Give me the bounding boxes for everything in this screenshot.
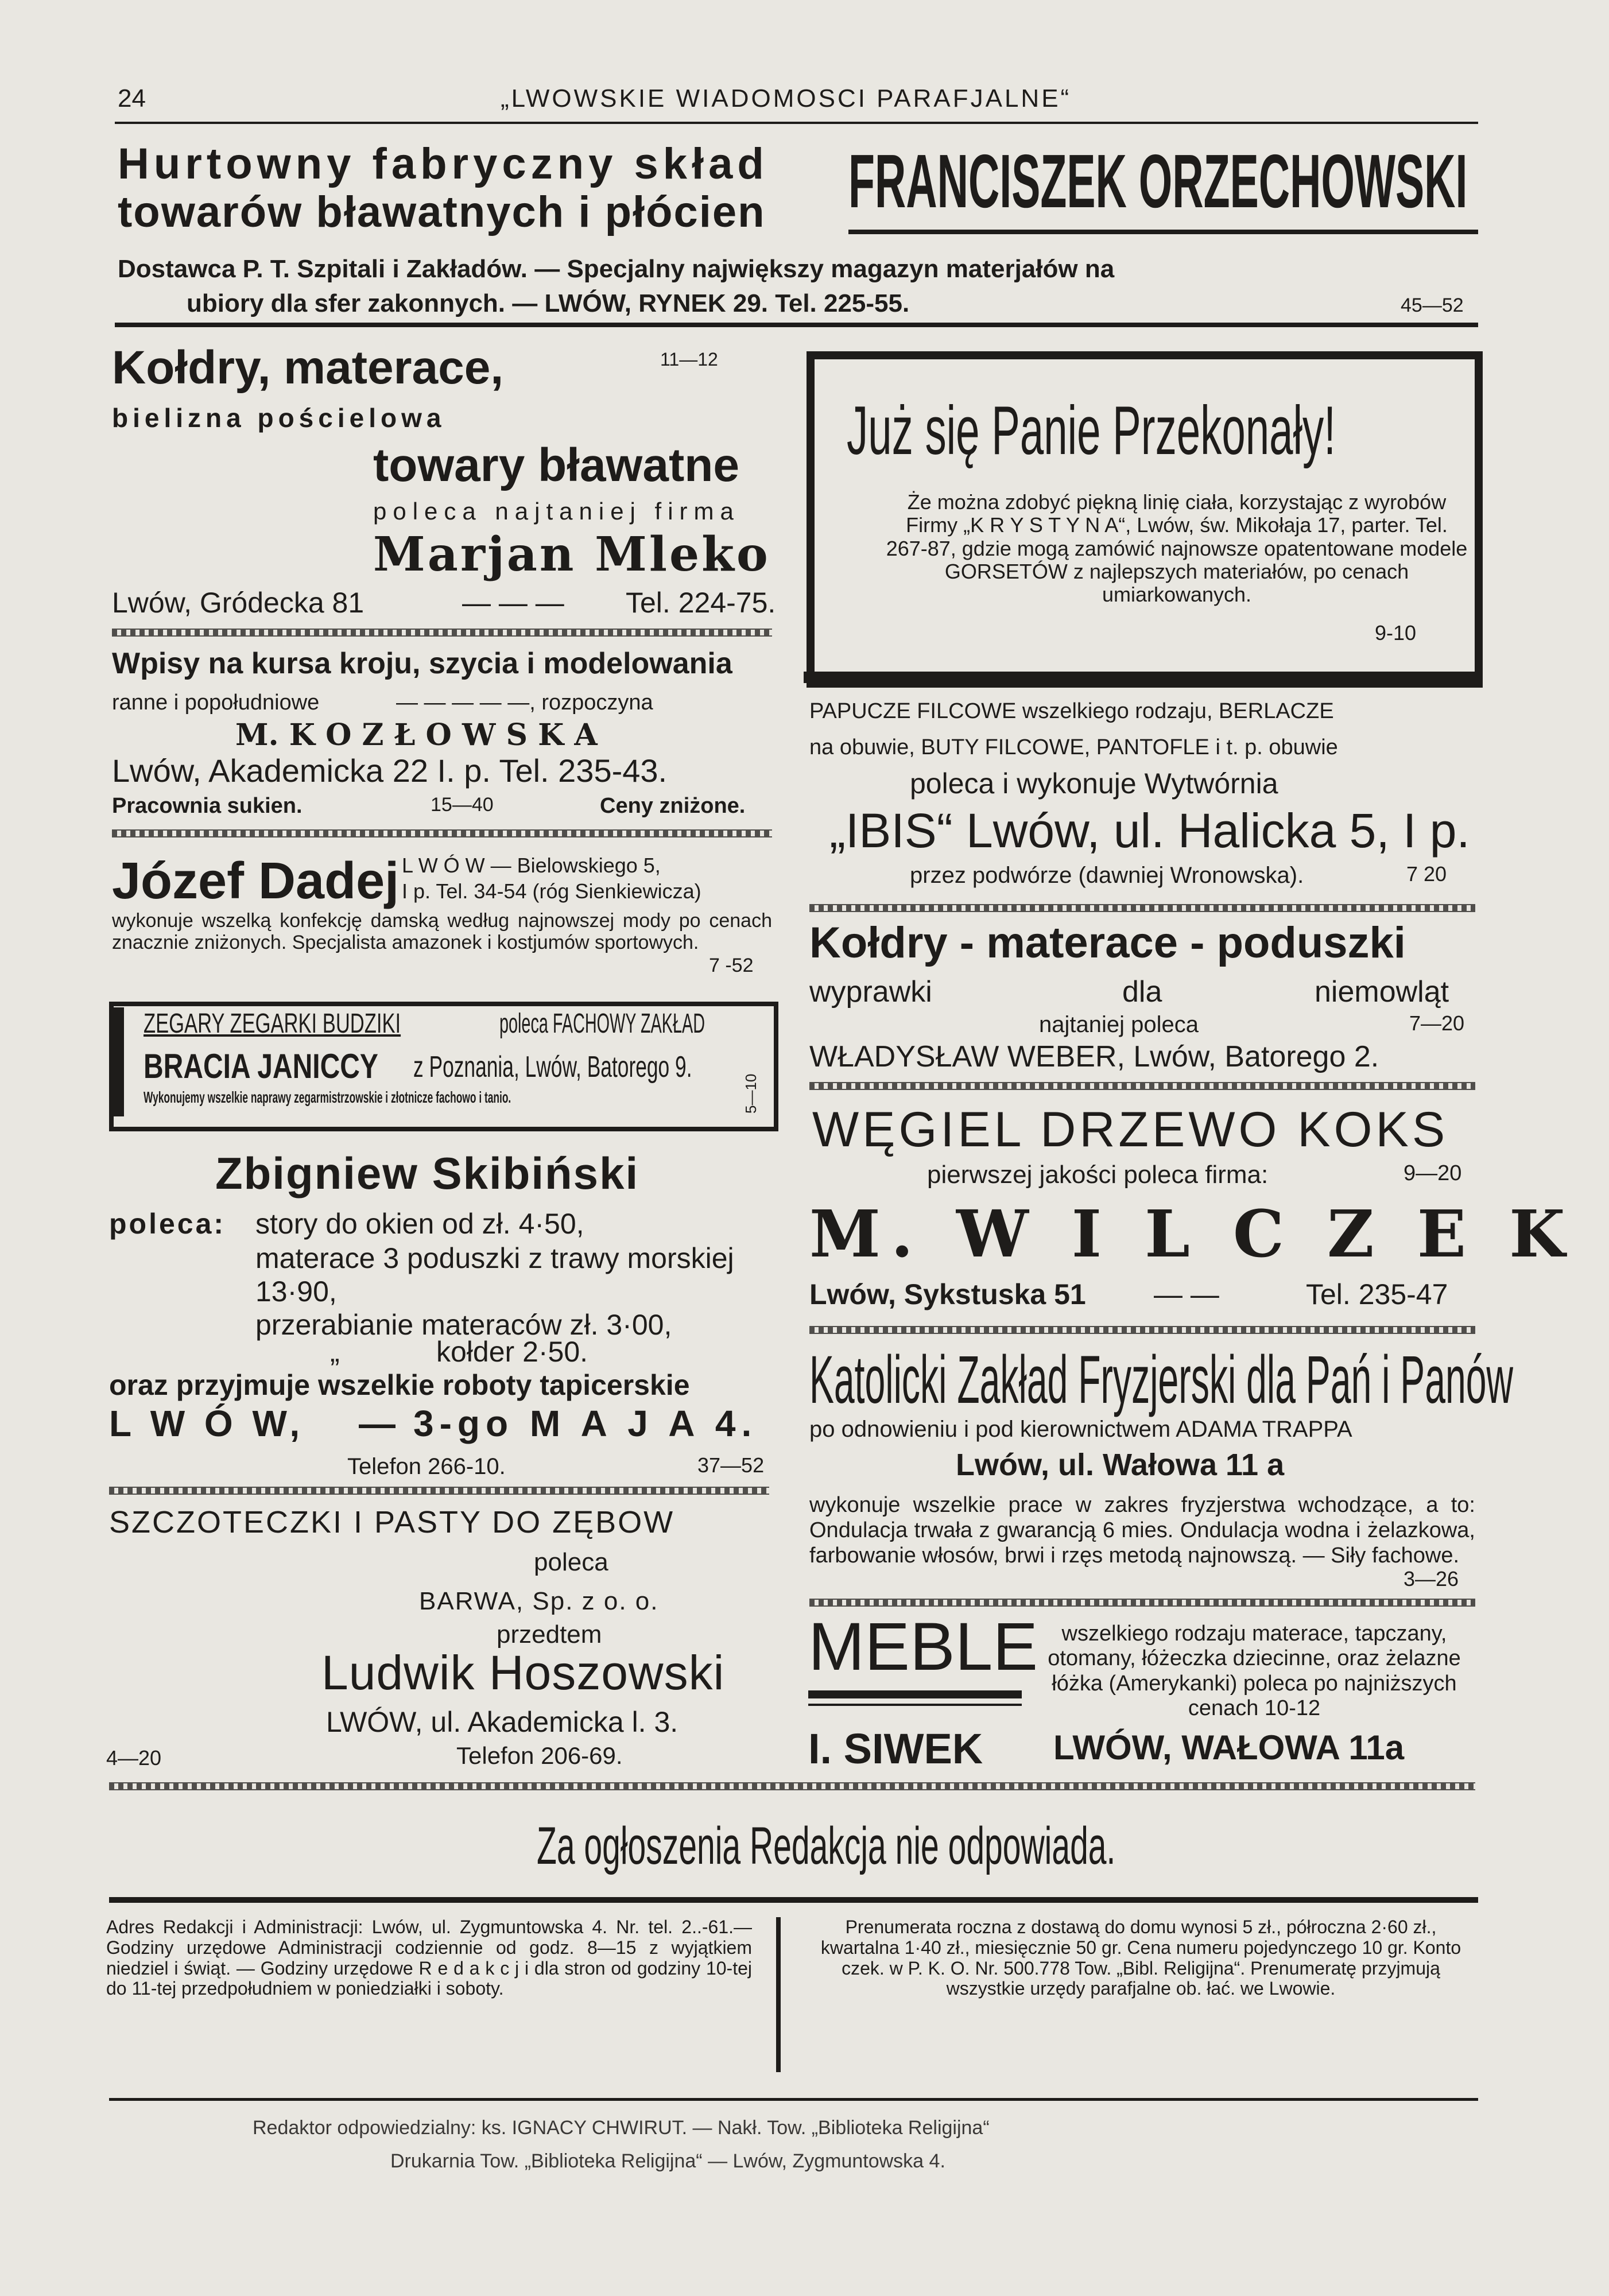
skibinski-city-dash: — (359, 1403, 396, 1444)
divider (112, 629, 772, 637)
skibinski-phone: Telefon 266-10. (347, 1454, 506, 1479)
hoszowski-line3: BARWA, Sp. z o. o. (419, 1587, 659, 1615)
wilczek-line2: pierwszej jakości poleca firma: (927, 1161, 1269, 1189)
section-rule-top (115, 323, 1478, 327)
divider (809, 1326, 1475, 1334)
divider (109, 1487, 769, 1495)
weber-line2b: dla (1122, 975, 1162, 1009)
hoszowski-addr: LWÓW, ul. Akademicka l. 3. (326, 1706, 679, 1738)
hoszowski-line4: przedtem (497, 1620, 602, 1649)
dadej-text: wykonuje wszelką konfekcję damską według najnowszej mody po cenach znacznie zniżonych. Specjalista amazonek i kostjumów sportowych. (112, 910, 772, 954)
siwek-text: wszelkiego rodzaju materace, tapczany, otomany, łóżeczka dziecinne, oraz żelazne łóżka (Amerykanki) poleca po najniższych cenach 10-12 (1048, 1622, 1461, 1720)
footer-bottom-rule (109, 2098, 1478, 2101)
footer-admin-info: Adres Redakcji i Administracji: Lwów, ul. Zygmuntowska 4. Nr. tel. 2..-61.—Godziny urzędowe Administracji codziennie od godz. 8—15 z wyjątkiem niedziel i świąt. — Godziny urzędowe R e d a k c j i dla stron od godziny 10-tej do 11-tej przedpołudniem w poniedziałki i soboty. (106, 1917, 752, 1999)
trapp-text: wykonuje wszelkie prace w zakres fryzjerstwa wchodzące, a to: Ondulacja trwała z gwarancją 6 mies. Ondulacja wodna i żelazkowa, farbowanie włosów, brwi i rzęs metodą najnowszą. — Siły fachowe. (809, 1493, 1475, 1568)
skibinski-poleca: poleca: (109, 1208, 226, 1240)
janiccy-line2a: BRACIA JANICCY (144, 1047, 378, 1085)
skibinski-item4: kołder 2·50. (436, 1336, 588, 1368)
wilczek-code: 9—20 (1403, 1161, 1462, 1185)
divider (112, 829, 772, 837)
janiccy-line1b: poleca FACHOWY ZAKŁAD (499, 1009, 705, 1039)
wilczek-heading: WĘGIEL DRZEWO KOKS (812, 1102, 1449, 1157)
weber-heading: Kołdry - materace - poduszki (809, 918, 1406, 967)
mleko-code: 11—12 (660, 349, 718, 370)
orzechowski-detail2: ubiory dla sfer zakonnych. — LWÓW, RYNEK 29. Tel. 225-55. (187, 289, 910, 317)
kozlowska-foot-c: Ceny zniżone. (600, 794, 746, 818)
janiccy-code: 5—10 (742, 1073, 759, 1114)
orzechowski-name: FRANCISZEK ORZECHOWSKI (848, 139, 1468, 223)
hoszowski-code: 4—20 (106, 1746, 162, 1770)
weber-code: 7—20 (1409, 1011, 1465, 1035)
ibis-code: 7 20 (1406, 862, 1447, 886)
kozlowska-addr: Lwów, Akademicka 22 I. p. Tel. 235-43. (112, 753, 668, 789)
skibinski-city: L W Ó W, (109, 1403, 305, 1444)
trapp-heading: Katolicki Zakład Fryzjerski dla Pań i Panów (809, 1342, 1513, 1418)
skibinski-item2b: 13·90, (255, 1275, 337, 1308)
skibinski-street: 3-go M A J A 4. (413, 1403, 758, 1444)
skibinski-code: 37—52 (697, 1453, 765, 1477)
hoszowski-line1: SZCZOTECZKI I PASTY DO ZĘBOW (109, 1505, 675, 1539)
kozlowska-line1: Wpisy na kursa kroju, szycia i modelowania (112, 647, 732, 680)
hoszowski-phone: Telefon 206-69. (456, 1742, 623, 1769)
janiccy-frame-bar (114, 1007, 124, 1116)
dadej-addr2: I p. Tel. 34-54 (róg Sienkiewicza) (402, 879, 701, 903)
krystyna-title: Już się Panie Przekonały! (847, 392, 1336, 469)
ibis-name: „IBIS“ Lwów, ul. Halicka 5, I p. (829, 804, 1470, 858)
footer-column-rule (776, 1917, 781, 2072)
kozlowska-line2b: — — — — —, rozpoczyna (396, 691, 653, 715)
siwek-big: MEBLE (808, 1609, 1038, 1685)
mleko-tel: Tel. 224-75. (626, 587, 776, 619)
mleko-addr: Lwów, Gródecka 81 (112, 587, 365, 619)
kozlowska-line2a: ranne i popołudniowe (112, 691, 320, 715)
mleko-line3: towary bławatne (373, 439, 739, 491)
divider (809, 1082, 1475, 1090)
skibinski-item3: przerabianie materaców zł. 3·00, (255, 1309, 672, 1341)
skibinski-item1: story do okien od zł. 4·50, (255, 1208, 584, 1240)
janiccy-line1a: ZEGARY ZEGARKI BUDZIKI (144, 1009, 401, 1039)
page-number: 24 (118, 84, 146, 113)
kozlowska-foot-b: 15—40 (431, 794, 494, 816)
janiccy-line3: Wykonujemy wszelkie naprawy zegarmistrzowskie i złotnicze fachowo i tanio. (144, 1088, 511, 1106)
wilczek-dash: — — (1154, 1278, 1219, 1310)
notice-rule (109, 1897, 1478, 1903)
dadej-addr1: L W Ó W — Bielowskiego 5, (402, 854, 661, 877)
header-rule (115, 122, 1478, 124)
skibinski-ditto: „ (330, 1336, 340, 1368)
siwek-name: I. SIWEK (808, 1725, 983, 1773)
ibis-line1: PAPUCZE FILCOWE wszelkiego rodzaju, BERLACZE (809, 699, 1334, 723)
skibinski-oraz: oraz przyjmuje wszelkie roboty tapicerskie (109, 1369, 690, 1401)
imprint-editor: Redaktor odpowiedzialny: ks. IGNACY CHWIRUT. — Nakł. Tow. „Biblioteka Religijna“ (253, 2117, 990, 2139)
skibinski-name: Zbigniew Skibiński (215, 1148, 639, 1199)
krystyna-text: Że można zdobyć piękną linię ciała, korzystając z wyrobów Firmy „K R Y S T Y N A“, Lwów, św. Mikołaja 17, parter. Tel. 267-87, gdzie mogą zamówić najnowsze opatentowane modele GORSETÓW z najlepszych materiałów, po cenach umiarkowanych. (886, 490, 1468, 607)
divider (109, 1782, 1475, 1790)
mleko-name: Marjan Mleko (373, 527, 770, 582)
siwek-rule (808, 1690, 1022, 1698)
krystyna-code: 9-10 (1375, 621, 1417, 645)
divider (809, 904, 1475, 912)
wilczek-name: M. W I L C Z E K (809, 1197, 1576, 1272)
ibis-line5: przez podwórze (dawniej Wronowska). (910, 863, 1304, 888)
siwek-addr: LWÓW, WAŁOWA 11a (1053, 1728, 1405, 1767)
siwek-rule-thin (808, 1704, 1022, 1706)
dadej-name: Józef Dadej (112, 852, 400, 910)
trapp-line3: Lwów, ul. Wałowa 11 a (956, 1448, 1285, 1482)
hoszowski-name: Ludwik Hoszowski (321, 1646, 725, 1700)
orzechowski-line1: Hurtowny fabryczny skład (118, 139, 769, 188)
ibis-line3: poleca i wykonuje Wytwórnia (910, 767, 1278, 800)
skibinski-item2: materace 3 poduszki z trawy morskiej (255, 1242, 734, 1274)
hoszowski-line2: poleca (534, 1548, 608, 1576)
weber-line2a: wyprawki (809, 975, 932, 1009)
kozlowska-name: M. K O Z Ł O W S K A (235, 718, 598, 753)
trapp-code: 3—26 (1403, 1567, 1459, 1591)
dadej-code: 7 -52 (709, 955, 754, 976)
divider (809, 1599, 1475, 1607)
orzechowski-line2: towarów bławatnych i płócien (118, 188, 766, 236)
imprint-printer: Drukarnia Tow. „Biblioteka Religijna“ — Lwów, Zygmuntowska 4. (390, 2150, 945, 2172)
mleko-heading: Kołdry, materace, (112, 342, 504, 394)
trapp-line2: po odnowieniu i pod kierownictwem ADAMA TRAPPA (809, 1417, 1352, 1442)
orzechowski-code: 45—52 (1401, 294, 1464, 316)
orzechowski-detail1: Dostawca P. T. Szpitali i Zakładów. — Specjalny największy magazyn materjałów na (118, 255, 1115, 283)
wilczek-addr: Lwów, Sykstuska 51 (809, 1278, 1086, 1310)
orzechowski-underline (848, 230, 1478, 234)
weber-line3: najtaniej poleca (1039, 1012, 1199, 1037)
mleko-line4: poleca najtaniej firma (373, 498, 740, 525)
weber-line2c: niemowląt (1315, 975, 1449, 1009)
mleko-line2: bielizna pościelowa (112, 403, 446, 433)
krystyna-bar (804, 672, 1481, 683)
wilczek-tel: Tel. 235-47 (1306, 1278, 1448, 1310)
ibis-line2: na obuwie, BUTY FILCOWE, PANTOFLE i t. p. obuwie (809, 735, 1338, 759)
weber-name: WŁADYSŁAW WEBER, Lwów, Batorego 2. (809, 1040, 1379, 1073)
janiccy-line2b: z Poznania, Lwów, Batorego 9. (413, 1050, 692, 1084)
mleko-dash: — — — (462, 587, 564, 619)
disclaimer-notice: Za ogłoszenia Redakcja nie odpowiada. (537, 1817, 1116, 1875)
publication-title: „LWOWSKIE WIADOMOSCI PARAFJALNE“ (501, 84, 1072, 113)
kozlowska-foot-a: Pracownia sukien. (112, 794, 303, 818)
footer-subscription-info: Prenumerata roczna z dostawą do domu wynosi 5 zł., półroczna 2·60 zł., kwartalna 1·40 zł., miesięcznie 50 gr. Cena numeru pojedynczego 10 gr. Konto czek. w P. K. O. Nr. 500.778 Tow. „Bibl. Religijna“. Prenumeratę przyjmują wszystkie urzędy parafjalne ob. łać. we Lwowie. (820, 1917, 1461, 1999)
